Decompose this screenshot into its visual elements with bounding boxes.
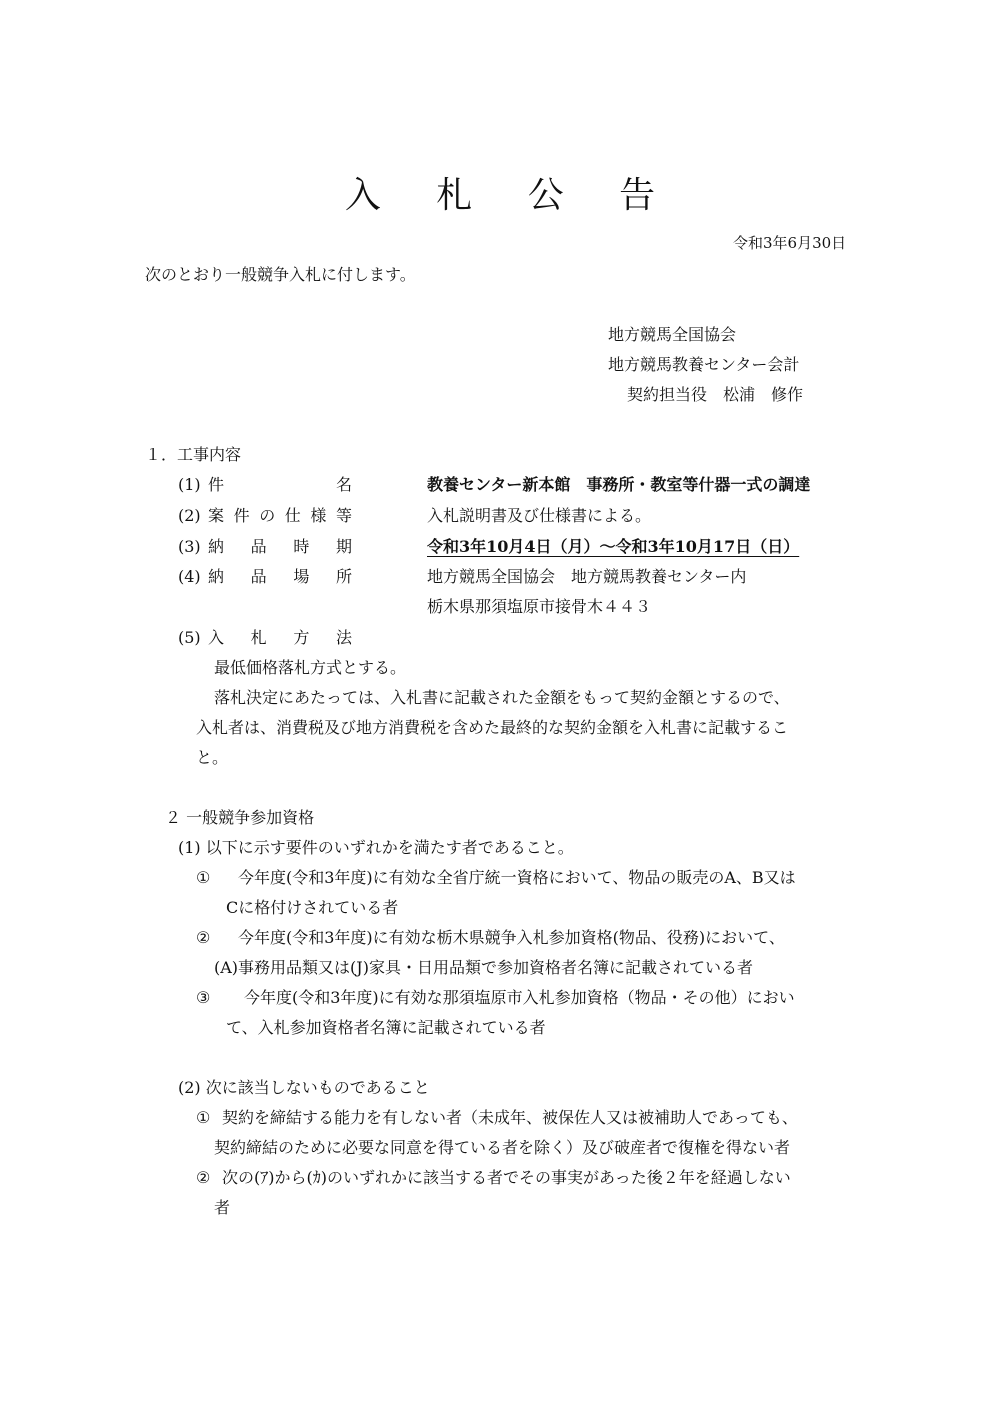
method-line-1: 最低価格落札方式とする。 bbox=[214, 658, 407, 677]
issuer-officer: 契約担当役 松浦 修作 bbox=[627, 385, 804, 404]
sub1-heading: (1) 以下に示す要件のいずれかを満たす者であること。 bbox=[178, 838, 574, 857]
sub2-item1-line2: 契約締結のために必要な同意を得ている者を除く）及び破産者で復権を得ない者 bbox=[214, 1138, 791, 1157]
sub2-item1-mark: ① bbox=[196, 1108, 211, 1127]
item3-number: (3) bbox=[178, 537, 201, 556]
item5-label-char: 方 bbox=[293, 628, 310, 647]
item2-label-char: 件 bbox=[233, 506, 250, 525]
item4-label bbox=[208, 569, 352, 585]
item2-label-char: 等 bbox=[335, 506, 352, 525]
sub1-item1-mark: ① bbox=[196, 868, 211, 887]
section2-heading: ２ 一般競争参加資格 bbox=[165, 808, 315, 827]
item3-label-char: 期 bbox=[335, 537, 352, 556]
sub1-item2-line2: (A)事務用品類又は(J)家具・日用品類で参加資格者名簿に記載されている者 bbox=[214, 958, 753, 977]
item5-number: (5) bbox=[178, 628, 201, 647]
sub2-item2-mark: ② bbox=[196, 1168, 211, 1187]
item1-label-char: 件 bbox=[208, 475, 225, 494]
item2-label-char: 仕 bbox=[284, 506, 301, 525]
item4-value-address: 栃木県那須塩原市接骨木４４３ bbox=[427, 597, 652, 616]
item4-label-char: 場 bbox=[293, 567, 310, 586]
item3-value: 令和3年10月4日（月）～令和3年10月17日（日） bbox=[427, 537, 800, 556]
sub2-item2-line1: 次の(ｱ)から(ｶ)のいずれかに該当する者でその事実があった後２年を経過しない bbox=[222, 1168, 791, 1187]
item2-label-char: の bbox=[259, 506, 276, 525]
sub1-item2-mark: ② bbox=[196, 928, 211, 947]
item1-label-char: 名 bbox=[335, 475, 352, 494]
item1-label bbox=[208, 477, 352, 493]
notice-date: 令和3年6月30日 bbox=[733, 234, 847, 252]
sub1-item1-line2: Cに格付けされている者 bbox=[226, 898, 399, 917]
item1-value: 教養センター新本館 事務所・教室等什器一式の調達 bbox=[427, 475, 811, 494]
sub2-heading: (2) 次に該当しないものであること bbox=[178, 1078, 430, 1097]
item4-label-char: 所 bbox=[335, 567, 352, 586]
issuer-org: 地方競馬全国協会 bbox=[608, 325, 737, 344]
item5-label-char: 入 bbox=[208, 628, 225, 647]
method-line-3: 入札者は、消費税及び地方消費税を含めた最終的な契約金額を入札書に記載するこ bbox=[196, 718, 789, 737]
item2-label-char: 様 bbox=[310, 506, 327, 525]
sub2-item1-line1: 契約を締結する能力を有しない者（未成年、被保佐人又は被補助人であっても、 bbox=[222, 1108, 798, 1127]
sub1-item1-line1: 今年度(令和3年度)に有効な全省庁統一資格において、物品の販売のA、B又は bbox=[238, 868, 796, 887]
sub1-item3-line2: て、入札参加資格者名簿に記載されている者 bbox=[226, 1018, 546, 1037]
item3-label-char: 品 bbox=[250, 537, 267, 556]
item2-label-char: 案 bbox=[208, 506, 225, 525]
sub2-item2-line2: 者 bbox=[214, 1198, 231, 1217]
page-title: 入 札 公 告 bbox=[344, 175, 678, 216]
item4-value: 地方競馬全国協会 地方競馬教養センター内 bbox=[427, 567, 747, 586]
item1-number: (1) bbox=[178, 475, 201, 494]
method-line-2: 落札決定にあたっては、入札書に記載された金額をもって契約金額とするので、 bbox=[214, 688, 790, 707]
item4-label-char: 品 bbox=[250, 567, 267, 586]
intro-text: 次のとおり一般競争入札に付します。 bbox=[145, 265, 416, 284]
item5-label-char: 札 bbox=[250, 628, 267, 647]
item4-label-char: 納 bbox=[208, 567, 225, 586]
item5-label-char: 法 bbox=[335, 628, 352, 647]
sub1-item3-line1: 今年度(令和3年度)に有効な那須塩原市入札参加資格（物品・その他）におい bbox=[244, 988, 795, 1007]
item3-label-char: 時 bbox=[293, 537, 310, 556]
sub1-item2-line1: 今年度(令和3年度)に有効な栃木県競争入札参加資格(物品、役務)において、 bbox=[238, 928, 785, 947]
issuer-dept: 地方競馬教養センター会計 bbox=[608, 355, 800, 374]
sub1-item3-mark: ③ bbox=[196, 988, 211, 1007]
item5-label bbox=[208, 630, 352, 646]
item2-number: (2) bbox=[178, 506, 201, 525]
item2-value: 入札説明書及び仕様書による。 bbox=[427, 506, 652, 525]
method-line-4: と。 bbox=[196, 748, 229, 767]
item3-label bbox=[208, 539, 352, 555]
section1-heading: １．工事内容 bbox=[145, 445, 242, 464]
item4-number: (4) bbox=[178, 567, 201, 586]
item2-label bbox=[208, 508, 352, 524]
item3-label-char: 納 bbox=[208, 537, 225, 556]
